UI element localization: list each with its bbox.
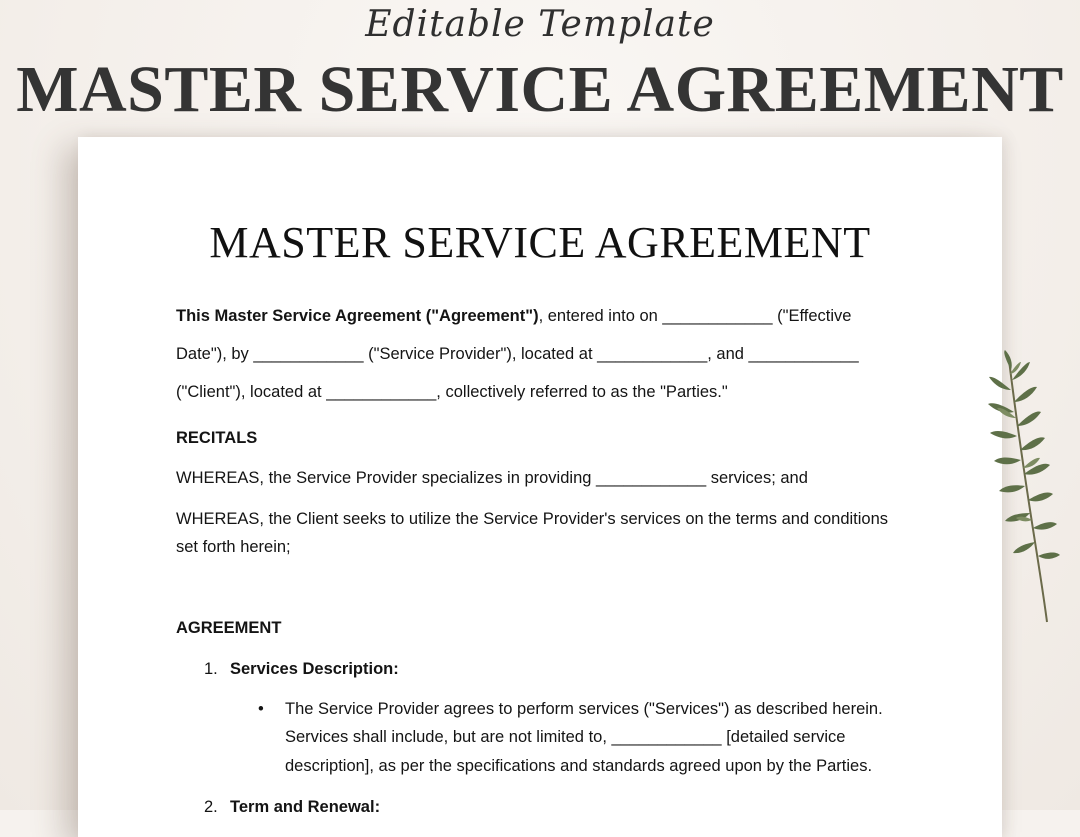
document-title: MASTER SERVICE AGREEMENT bbox=[209, 218, 871, 267]
intro-line-2: Date"), by ____________ ("Service Provider"), located at ____________, and ____________ bbox=[176, 345, 859, 363]
intro-bold-text: This Master Service Agreement ("Agreement") bbox=[176, 307, 539, 325]
bullet-text: The Service Provider agrees to perform services ("Services") as described herein. Services shall include, but are not limited to, ____________ [detailed service description], as per the specifications and standards agreed upon by the Parties. bbox=[285, 699, 883, 775]
whereas-clause-2: WHEREAS, the Client seeks to utilize the Service Provider's services on the terms and conditions set forth herein; bbox=[176, 509, 889, 556]
agreement-heading: AGREEMENT bbox=[176, 618, 282, 637]
intro-line-3: ("Client"), located at ____________, collectively referred to as the "Parties." bbox=[176, 383, 728, 401]
list-item-number: 2. bbox=[204, 798, 218, 816]
list-item bbox=[176, 793, 906, 821]
list-item-number: 1. bbox=[204, 659, 218, 678]
bullet-icon: • bbox=[258, 699, 264, 718]
rosemary-sprig-icon bbox=[975, 350, 1080, 630]
intro-line-1: , entered into on ____________ ("Effective bbox=[538, 307, 852, 325]
banner-title: MASTER SERVICE AGREEMENT bbox=[16, 53, 1064, 126]
list-item-label: Services Description: bbox=[230, 659, 399, 678]
document-body bbox=[176, 297, 906, 821]
list-item-label: Term and Renewal: bbox=[230, 798, 381, 816]
bullet-item bbox=[176, 695, 906, 781]
intro-paragraph bbox=[176, 297, 906, 411]
list-item bbox=[176, 655, 906, 683]
document-page bbox=[78, 137, 1002, 837]
whereas-clause-1: WHEREAS, the Service Provider specializes in providing ____________ services; and bbox=[176, 469, 808, 487]
recitals-heading: RECITALS bbox=[176, 429, 258, 447]
script-subtitle: Editable Template bbox=[365, 4, 715, 45]
